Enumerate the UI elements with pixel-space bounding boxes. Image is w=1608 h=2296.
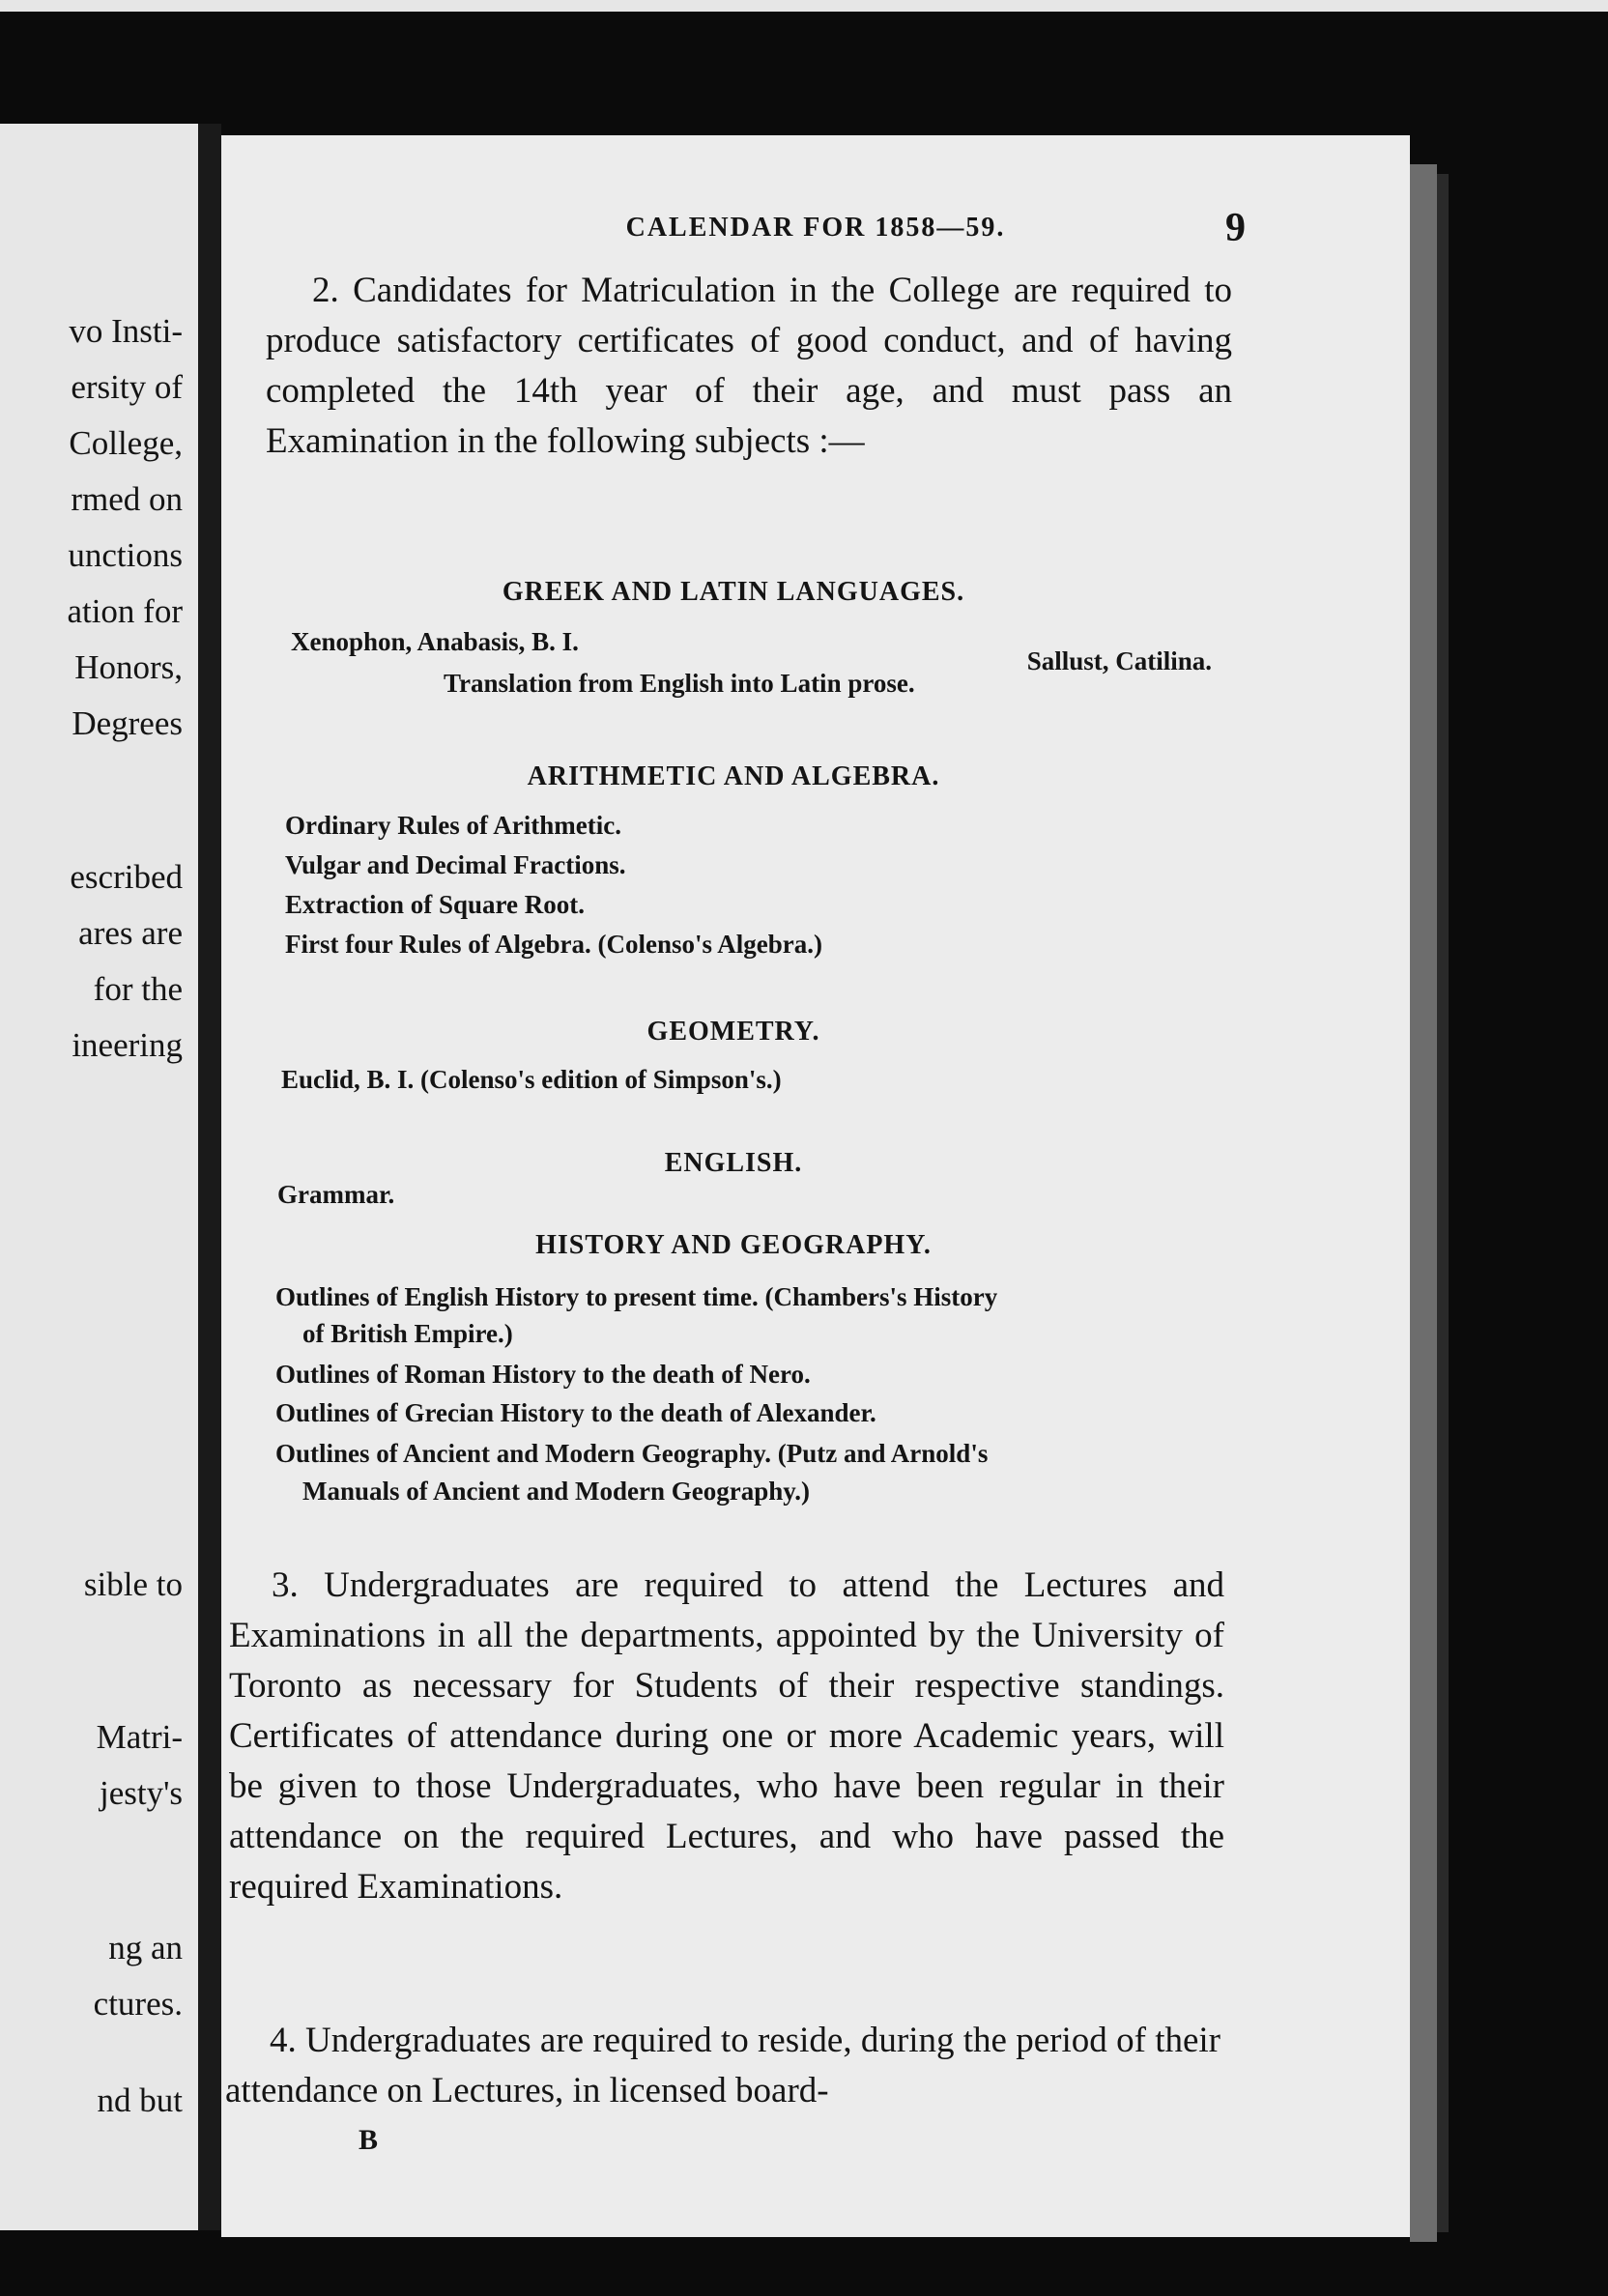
list-item: Grammar. (277, 1180, 395, 1209)
section-heading-arithmetic-algebra: ARITHMETIC AND ALGEBRA. (527, 761, 940, 791)
paragraph-4: 4. Undergraduates are required to reside, during the period of their attendance on Lectures, in licensed board- (225, 2021, 1220, 2110)
facing-page-line: escribed (70, 858, 183, 896)
section-heading-english: ENGLISH. (664, 1148, 803, 1178)
facing-page-line: sible to (83, 1565, 183, 1603)
facing-page-line: Honors, (74, 648, 183, 686)
page-number: 9 (1225, 206, 1246, 250)
facing-page-line: vo Insti- (69, 312, 183, 350)
facing-page-line: ineering (72, 1026, 183, 1064)
facing-page-line: College, (69, 424, 183, 462)
signature-mark: B (359, 2124, 379, 2156)
facing-page (0, 124, 198, 2230)
list-item: Outlines of Roman History to the death of Nero. (275, 1360, 811, 1389)
list-item: Manuals of Ancient and Modern Geography.) (302, 1477, 811, 1506)
running-head: CALENDAR FOR 1858—59. (625, 213, 1006, 243)
section-heading-geometry: GEOMETRY. (646, 1017, 820, 1047)
facing-page-line: ng an (108, 1929, 183, 1966)
facing-page-line: for the (93, 970, 183, 1008)
list-item: Ordinary Rules of Arithmetic. (285, 811, 621, 840)
facing-page-line: rmed on (71, 480, 183, 518)
facing-page-line: ation for (67, 592, 183, 630)
list-item: Sallust, Catilina. (1026, 646, 1212, 675)
section-heading-greek-latin: GREEK AND LATIN LANGUAGES. (502, 577, 965, 607)
scan-top-edge (0, 0, 1608, 12)
facing-page-line: Matri- (96, 1718, 183, 1756)
facing-page-line: Degrees (72, 704, 183, 742)
list-item: of British Empire.) (302, 1319, 513, 1348)
facing-page-line: nd but (97, 2081, 183, 2119)
facing-page-line: ersity of (71, 368, 183, 406)
facing-page-line: ares are (78, 914, 183, 952)
list-item: Extraction of Square Root. (285, 890, 585, 919)
list-item: Vulgar and Decimal Fractions. (285, 850, 626, 879)
list-item: First four Rules of Algebra. (Colenso's Algebra.) (285, 930, 822, 959)
list-item: Xenophon, Anabasis, B. I. (291, 627, 579, 656)
paragraph-2: 2. Candidates for Matriculation in the College are required to produce satisfactory certificates of good conduct, and of having completed the 14th year of their age, and must pass an Examination in the following subjects :— (266, 271, 1232, 461)
list-item: Outlines of Ancient and Modern Geography. (Putz and Arnold's (275, 1439, 989, 1468)
book-gutter (198, 124, 221, 2230)
list-item: Outlines of Grecian History to the death of Alexander. (275, 1398, 876, 1427)
list-item: Outlines of English History to present time. (Chambers's History (275, 1282, 998, 1311)
page-edge (1410, 164, 1437, 2242)
facing-page-line: unctions (68, 536, 183, 574)
section-heading-history-geography: HISTORY AND GEOGRAPHY. (535, 1230, 932, 1260)
facing-page-line: ctures. (93, 1985, 183, 2023)
paragraph-3: 3. Undergraduates are required to attend the Lectures and Examinations in all the departments, appointed by the University of Toronto as necessary for Students of their respective standings. Certificates of attendance during one or more Academic years, will be given to those Undergraduates, who have been regular in their attendance on the required Lectures, and who have passed the required Examinations. (229, 1565, 1224, 1907)
list-item: Translation from English into Latin prose. (444, 669, 915, 698)
list-item: Euclid, B. I. (Colenso's edition of Simpson's.) (281, 1065, 782, 1094)
page-edge-shadow (1437, 174, 1449, 2232)
facing-page-line: jesty's (99, 1774, 183, 1812)
main-page (221, 135, 1410, 2237)
